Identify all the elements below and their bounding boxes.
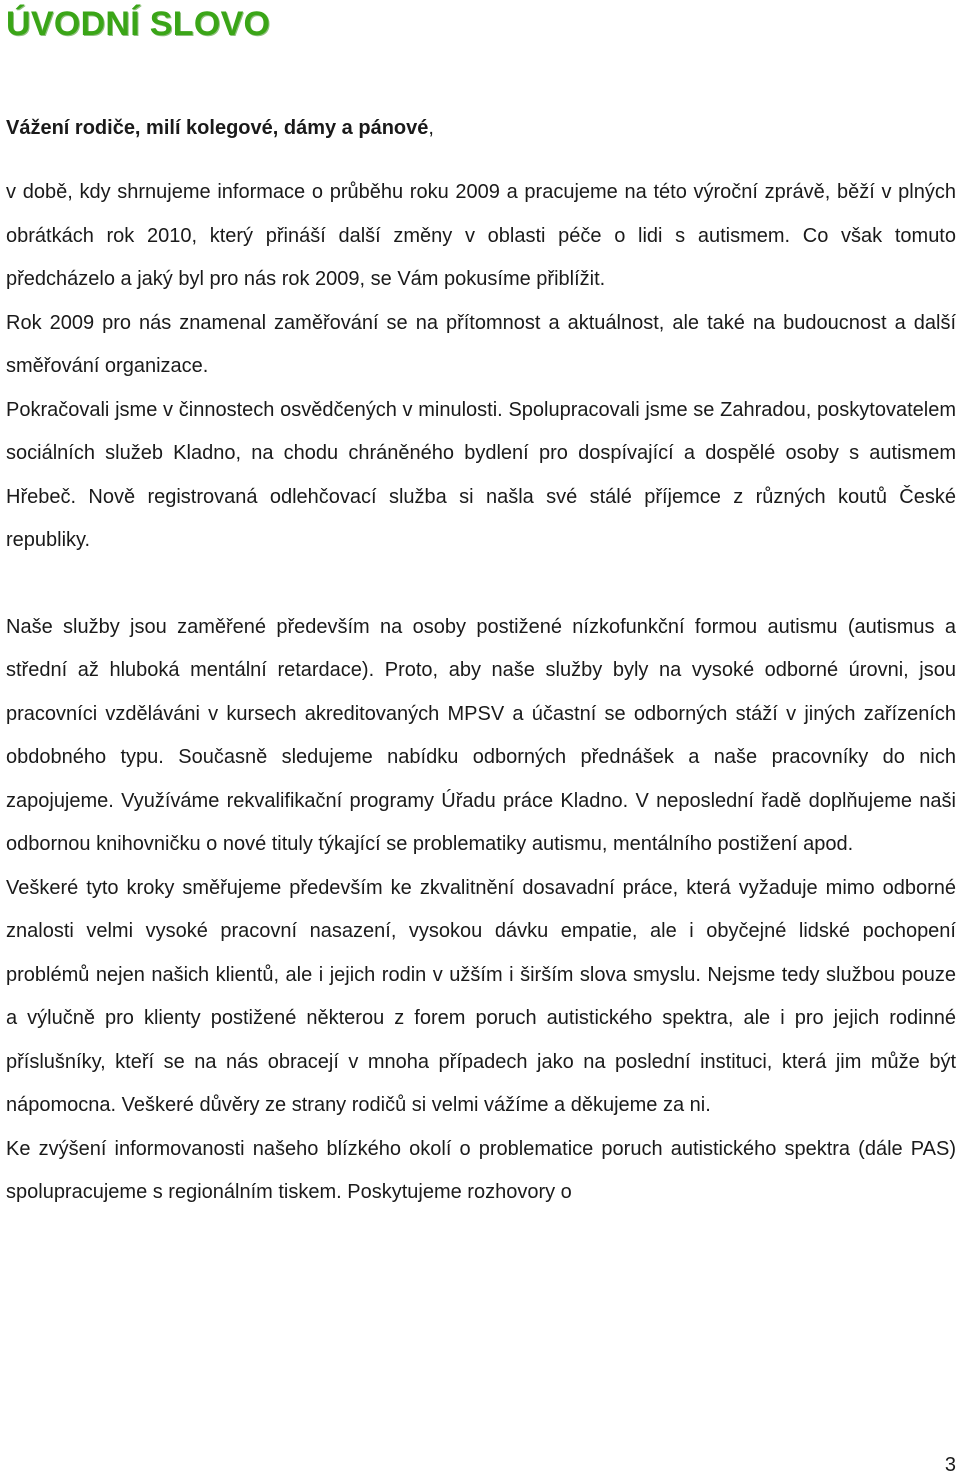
paragraph-services: Naše služby jsou zaměřené především na osoby postižené nízkofunkční formou autismu (autismus a střední až hluboká mentální retardace). Proto, aby naše služby byly na vysoké odborné úrovni, jsou pracovníci vzděláváni v kursech akreditovaných MPSV a účastní se odborných stáží v jiných zařízeních obdobného typu. Současně sledujeme nabídku odborných přednášek a naše pracovníky do nich zapojujeme. Využíváme rekvalifikační programy Úřadu práce Kladno. V neposlední řadě doplňujeme naši odbornou knihovničku o nové tituly týkající se problematiky autismu, mentálního postižení apod. <box>6 615 956 855</box>
salutation-comma: , <box>428 117 434 139</box>
salutation <box>6 113 434 143</box>
paragraph-awareness: Ke zvýšení informovanosti našeho blízkého okolí o problematice poruch autistického spektra (dále PAS) spolupracujeme s regionálním tiskem. Poskytujeme rozhovory o <box>6 1137 956 1203</box>
paragraph-steps: Veškeré tyto kroky směřujeme především ke zkvalitnění dosavadní práce, která vyžaduje mimo odborné znalosti velmi vysoké pracovní nasazení, vysokou dávku empatie, ale i obyčejné lidské pochopení problémů nejen našich klientů, ale i jejich rodin v užším i širším slova smyslu. Nejsme tedy službou pouze a výlučně pro klienty postižené některou z forem poruch autistického spektra, ale i pro jejich rodinné příslušníky, kteří se na nás obracejí v mnoha případech jako na poslední instituci, která jim může být nápomocna. Veškeré důvěry ze strany rodičů si velmi vážíme a děkujeme za ni. <box>6 876 956 1116</box>
paragraph-continuation: Pokračovali jsme v činnostech osvědčených v minulosti. Spolupracovali jsme se Zahradou, poskytovatelem sociálních služeb Kladno, na chodu chráněného bydlení pro dospívající a dospělé osoby s autismem Hřebeč. Nově registrovaná odlehčovací služba si našla své stálé příjemce z různých koutů České republiky. <box>6 398 956 551</box>
paragraph-intro: v době, kdy shrnujeme informace o průběhu roku 2009 a pracujeme na této výroční zprávě, běží v plných obrátkách rok 2010, který přináší další změny v oblasti péče o lidi s autismem. Co však tomuto předcházelo a jaký byl pro nás rok 2009, se Vám pokusíme přiblížit. <box>6 181 956 290</box>
body-text <box>6 171 956 1215</box>
paragraph-year-focus: Rok 2009 pro nás znamenal zaměřování se na přítomnost a aktuálnost, ale také na budoucnost a další směřování organizace. <box>6 311 956 377</box>
document-page <box>6 0 956 1203</box>
page-number: 3 <box>944 1454 956 1476</box>
page-title: ÚVODNÍ SLOVO <box>6 5 271 43</box>
salutation-text: Vážení rodiče, milí kolegové, dámy a pánové <box>6 117 429 139</box>
